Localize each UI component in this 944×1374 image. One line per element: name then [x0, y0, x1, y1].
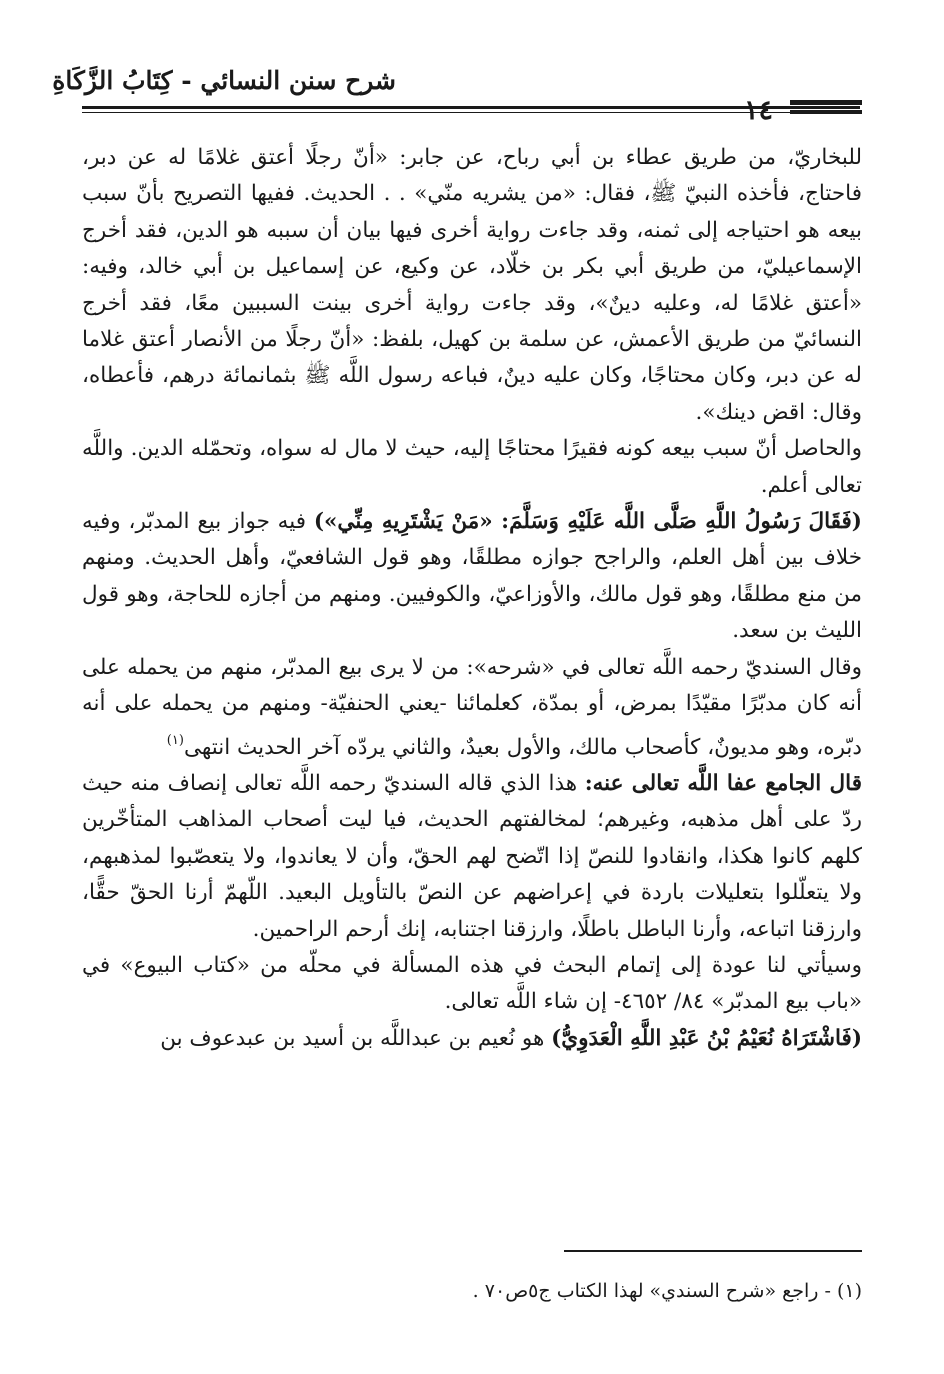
paragraph: وسيأتي لنا عودة إلى إتمام البحث في هذه المسألة في محلّه من «كتاب البيوع» في «باب بيع المدبّر» ٨٤/ ٤٦٥٢- إن شاء اللَّه تعالى. [82, 952, 862, 1015]
main-text [82, 140, 862, 1057]
running-title: شرح سنن النسائي - كِتَابُ الزَّكَاةِ [52, 66, 396, 95]
paragraph: وقال السنديّ رحمه اللَّه تعالى في «شرحه»: من لا يرى بيع المدبّر، منهم من يحمله على أنه كان مدبّرًا مقيّدًا بمرض، أو بمدّة، كعلمائنا -يعني الحنفيّة- ومنهم من يحمله على أنه دبّره، وهو مديونٌ، كأصحاب مالك، والأول بعيدٌ، والثاني يردّه آخر الحديث انتهى$^{(١)}$ [82, 654, 862, 760]
paragraph: (فَقَالَ رَسُولُ اللَّهِ صَلَّى اللَّه عَلَيْهِ وَسَلَّمَ: «مَنْ يَشْتَرِيهِ مِنِّي») فيه جواز بيع المدبّر، وفيه خلاف بين أهل العلم، والراجح جوازه مطلقًا، وهو قول الشافعيّ، وأهل الحديث. ومنهم من منع مطلقًا، وهو قول مالك، والأوزاعيّ، والكوفيين. ومنهم من أجازه للحاجة، وهو قول الليث بن سعد. [82, 509, 862, 644]
footnote-reference: (١) [166, 732, 184, 748]
page-number-bar-bottom [790, 110, 862, 114]
page-number: ١٤ [744, 95, 774, 126]
paragraph: للبخاريّ، من طريق عطاء بن أبي رباح، عن جابر: «أنّ رجلًا أعتق غلامًا له عن دبر، فاحتاج، فأخذه النبيّ ﷺ، فقال: «من يشريه منّي» . . الحديث. ففيها التصريح بأنّ سبب بيعه هو احتياجه إلى ثمنه، وقد جاءت رواية أخرى فيها بيان أن سببه هو الدين، فقد أخرج الإسماعيليّ، من طريق أبي بكر بن خلّاد، عن وكيع، عن إسماعيل بن أبي خالد، وفيه: «أعتق غلامًا له، وعليه دينٌ»، وقد جاءت رواية أخرى بينت السببين معًا، فقد أخرج النسائيّ من طريق الأعمش، عن سلمة بن كهيل، بلفظ: «أنّ رجلًا من الأنصار أعتق غلاما له عن دبر، وكان محتاجًا، وكان عليه دينٌ، فباعه رسول اللَّه ﷺ بثمانمائة درهم، فأعطاه، وقال: اقض دينك». [82, 145, 862, 425]
paragraph: (فَاشْتَرَاهُ نُعَيْمُ بْنُ عَبْدِ اللَّهِ الْعَدَوِيُّ) هو نُعيم بن عبداللَّه بن أسيد بن عبدعوف بن [160, 1025, 862, 1051]
footnote-divider [564, 1250, 862, 1252]
author-note-lead: قال الجامع عفا اللَّه تعالى عنه: [584, 770, 863, 796]
hadith-quote: (فَاشْتَرَاهُ نُعَيْمُ بْنُ عَبْدِ اللَّهِ الْعَدَوِيُّ) [551, 1025, 862, 1051]
paragraph: والحاصل أنّ سبب بيعه كونه فقيرًا محتاجًا إليه، حيث لا مال له سواه، وتحمّله الدين. واللَّه تعالى أعلم. [82, 436, 862, 498]
hadith-quote: (فَقَالَ رَسُولُ اللَّهِ صَلَّى اللَّه عَلَيْهِ وَسَلَّمَ: «مَنْ يَشْتَرِيهِ مِنِّي») [313, 509, 862, 535]
paragraph: قال الجامع عفا اللَّه تعالى عنه: هذا الذي قاله السنديّ رحمه اللَّه تعالى إنصاف منه حيث ردّ على أهل مذهبه، وغيرهم؛ لمخالفتهم الحديث، فيا ليت أصحاب المذاهب المتأخّرين كلهم كانوا هكذا، وانقادوا للنصّ إذا اتّضح لهم الحقّ، وأن لا يعاندوا، ولا يتعصّبوا لمذهبهم، ولا يتعلّلوا بتعليلات باردة في إعراضهم عن النصّ بالتأويل البعيد. اللّهمّ أرنا الحقّ حقًّا، وارزقنا اتباعه، وأرنا الباطل باطلًا، وارزقنا اجتنابه، إنك أرحم الراحمين. [82, 770, 863, 942]
footnote: (١) - راجع «شرح السندي» لهذا الكتاب ج٥ص٧٠ . [472, 1280, 862, 1302]
page-number-bar-top [790, 100, 862, 105]
